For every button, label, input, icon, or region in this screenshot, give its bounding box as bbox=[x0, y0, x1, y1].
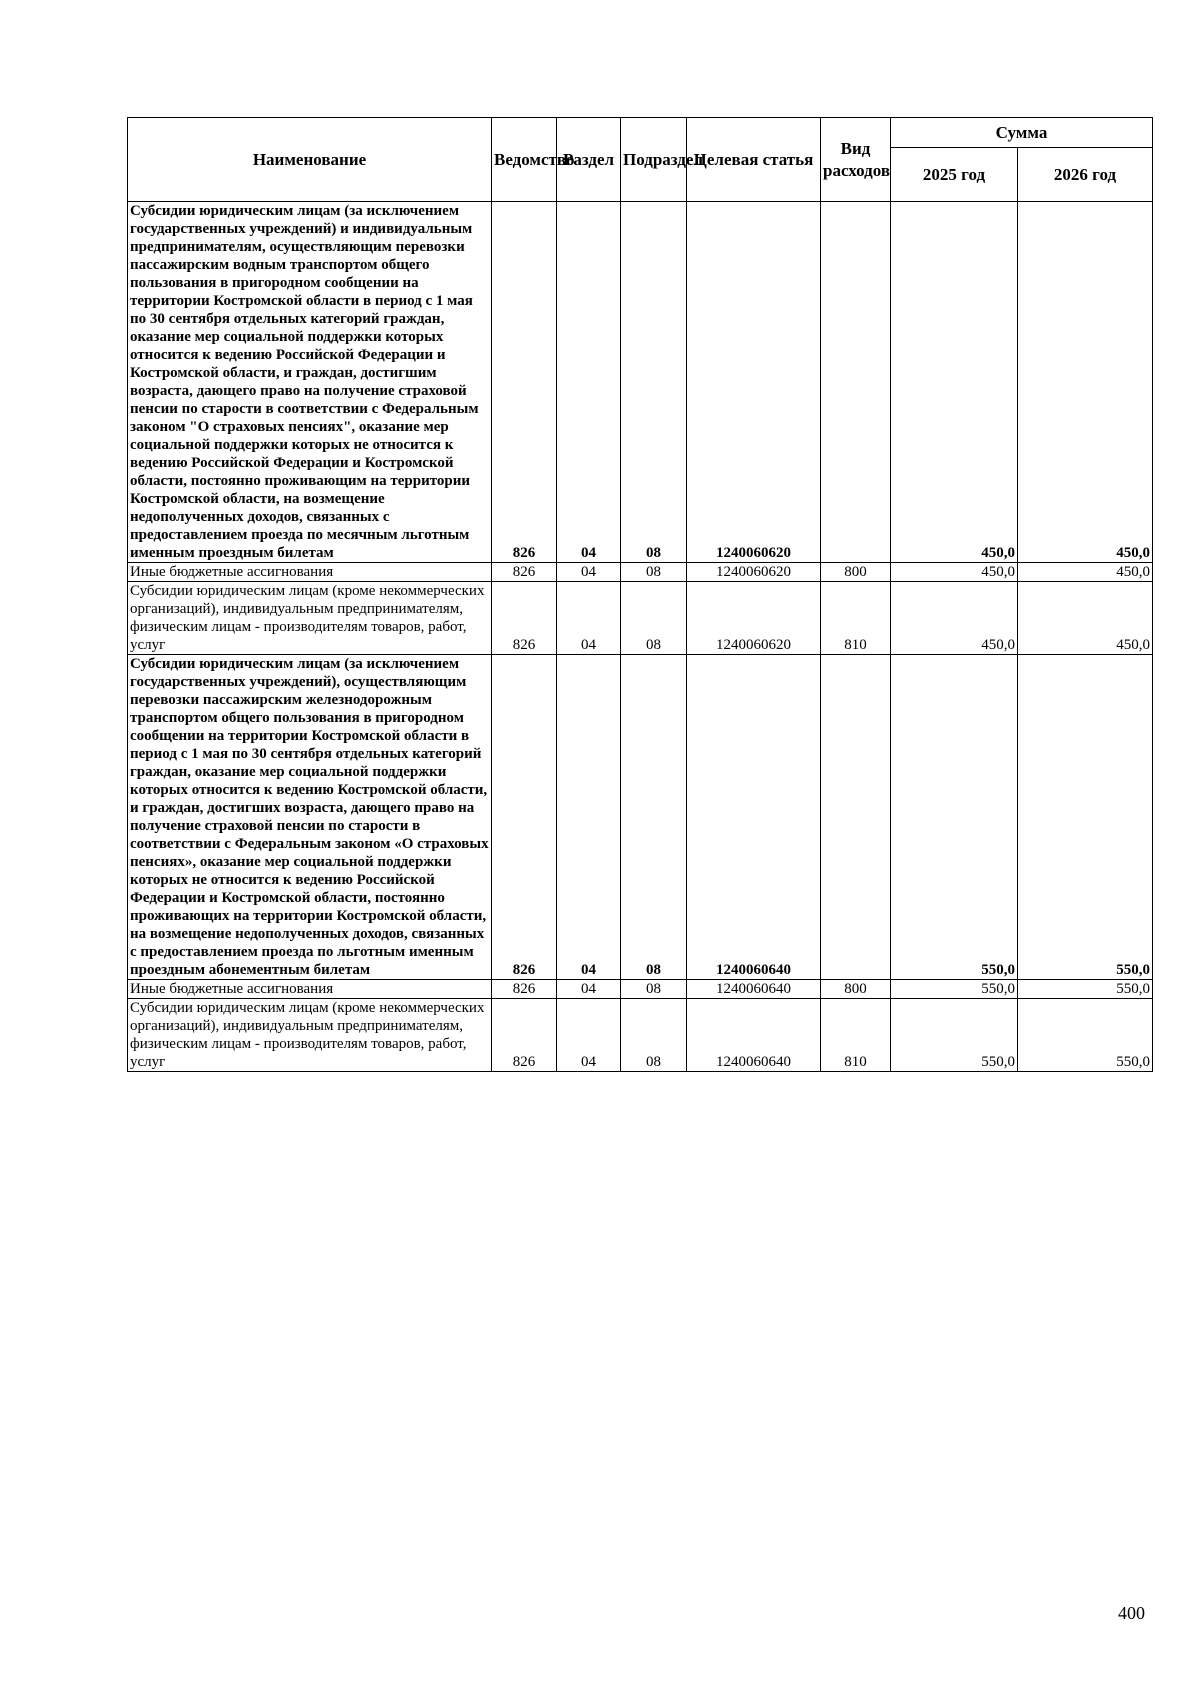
table-row bbox=[128, 999, 1153, 1072]
row-subsection: 08 bbox=[621, 563, 687, 582]
row-sum-2025: 450,0 bbox=[891, 563, 1018, 582]
row-sum-2025: 550,0 bbox=[891, 980, 1018, 999]
header-dept: Ведомство bbox=[492, 118, 557, 202]
header-sum: Сумма bbox=[891, 118, 1153, 148]
row-dept: 826 bbox=[492, 202, 557, 563]
table-row bbox=[128, 563, 1153, 582]
row-subsection: 08 bbox=[621, 980, 687, 999]
row-type bbox=[821, 202, 891, 563]
row-target: 1240060640 bbox=[687, 980, 821, 999]
row-dept: 826 bbox=[492, 999, 557, 1072]
page-number: 400 bbox=[1118, 1603, 1145, 1623]
row-type: 800 bbox=[821, 563, 891, 582]
table-row bbox=[128, 582, 1153, 655]
row-sum-2025: 450,0 bbox=[891, 202, 1018, 563]
table-row bbox=[128, 202, 1153, 563]
row-name: Субсидии юридическим лицам (кроме некоммерческих организаций), индивидуальным предпринимателям, физическим лицам - производителям товаров, работ, услуг bbox=[128, 582, 492, 655]
row-name: Субсидии юридическим лицам (кроме некоммерческих организаций), индивидуальным предпринимателям, физическим лицам - производителям товаров, работ, услуг bbox=[128, 999, 492, 1072]
row-sum-2026: 450,0 bbox=[1018, 202, 1153, 563]
header-expense-type: Вид расходов bbox=[821, 118, 891, 202]
row-name: Субсидии юридическим лицам (за исключением государственных учреждений), осуществляющим перевозки пассажирским железнодорожным транспортом общего пользования в пригородном сообщении на территории Костромской области в период с 1 мая по 30 сентября отдельных категорий граждан, оказание мер социальной поддержки которых относится к ведению Костромской области, и граждан, достигших возраста, дающего право на получение страховой пенсии по старости в соответствии с Федеральным законом «О страховых пенсиях», оказание мер социальной поддержки которых не относится к ведению Российской Федерации и Костромской области, постоянно проживающих на территории Костромской области, на возмещение недополученных доходов, связанных с предоставлением проезда по льготным именным проездным абонементным билетам bbox=[128, 655, 492, 980]
row-subsection: 08 bbox=[621, 202, 687, 563]
row-target: 1240060620 bbox=[687, 563, 821, 582]
row-target: 1240060640 bbox=[687, 655, 821, 980]
header-name: Наименование bbox=[128, 118, 492, 202]
row-section: 04 bbox=[557, 980, 621, 999]
row-sum-2026: 550,0 bbox=[1018, 999, 1153, 1072]
row-name: Иные бюджетные ассигнования bbox=[128, 563, 492, 582]
row-dept: 826 bbox=[492, 563, 557, 582]
row-target: 1240060620 bbox=[687, 582, 821, 655]
row-sum-2026: 450,0 bbox=[1018, 563, 1153, 582]
row-type: 810 bbox=[821, 582, 891, 655]
row-sum-2026: 550,0 bbox=[1018, 980, 1153, 999]
header-section: Раздел bbox=[557, 118, 621, 202]
row-subsection: 08 bbox=[621, 999, 687, 1072]
row-type: 800 bbox=[821, 980, 891, 999]
row-subsection: 08 bbox=[621, 582, 687, 655]
row-sum-2026: 550,0 bbox=[1018, 655, 1153, 980]
header-subsection: Подраздел bbox=[621, 118, 687, 202]
row-dept: 826 bbox=[492, 980, 557, 999]
table-row bbox=[128, 980, 1153, 999]
row-target: 1240060640 bbox=[687, 999, 821, 1072]
row-section: 04 bbox=[557, 563, 621, 582]
row-section: 04 bbox=[557, 999, 621, 1072]
budget-table bbox=[127, 117, 1153, 1072]
row-section: 04 bbox=[557, 582, 621, 655]
row-section: 04 bbox=[557, 202, 621, 563]
row-target: 1240060620 bbox=[687, 202, 821, 563]
row-dept: 826 bbox=[492, 655, 557, 980]
row-name: Иные бюджетные ассигнования bbox=[128, 980, 492, 999]
row-sum-2025: 450,0 bbox=[891, 582, 1018, 655]
header-year-2025: 2025 год bbox=[891, 148, 1018, 202]
row-sum-2025: 550,0 bbox=[891, 999, 1018, 1072]
header-target: Целевая статья bbox=[687, 118, 821, 202]
table-row bbox=[128, 655, 1153, 980]
row-subsection: 08 bbox=[621, 655, 687, 980]
row-dept: 826 bbox=[492, 582, 557, 655]
header-year-2026: 2026 год bbox=[1018, 148, 1153, 202]
row-sum-2025: 550,0 bbox=[891, 655, 1018, 980]
row-sum-2026: 450,0 bbox=[1018, 582, 1153, 655]
row-section: 04 bbox=[557, 655, 621, 980]
row-name: Субсидии юридическим лицам (за исключением государственных учреждений) и индивидуальным предпринимателям, осуществляющим перевозки пассажирским водным транспортом общего пользования в пригородном сообщении на территории Костромской области в период с 1 мая по 30 сентября отдельных категорий граждан, оказание мер социальной поддержки которых относится к ведению Российской Федерации и Костромской области, и граждан, достигшим возраста, дающего право на получение страховой пенсии по старости в соответствии с Федеральным законом "О страховых пенсиях", оказание мер социальной поддержки которых не относится к ведению Российской Федерации и Костромской области, постоянно проживающим на территории Костромской области, на возмещение недополученных доходов, связанных с предоставлением проезда по месячным льготным именным проездным билетам bbox=[128, 202, 492, 563]
row-type: 810 bbox=[821, 999, 891, 1072]
row-type bbox=[821, 655, 891, 980]
